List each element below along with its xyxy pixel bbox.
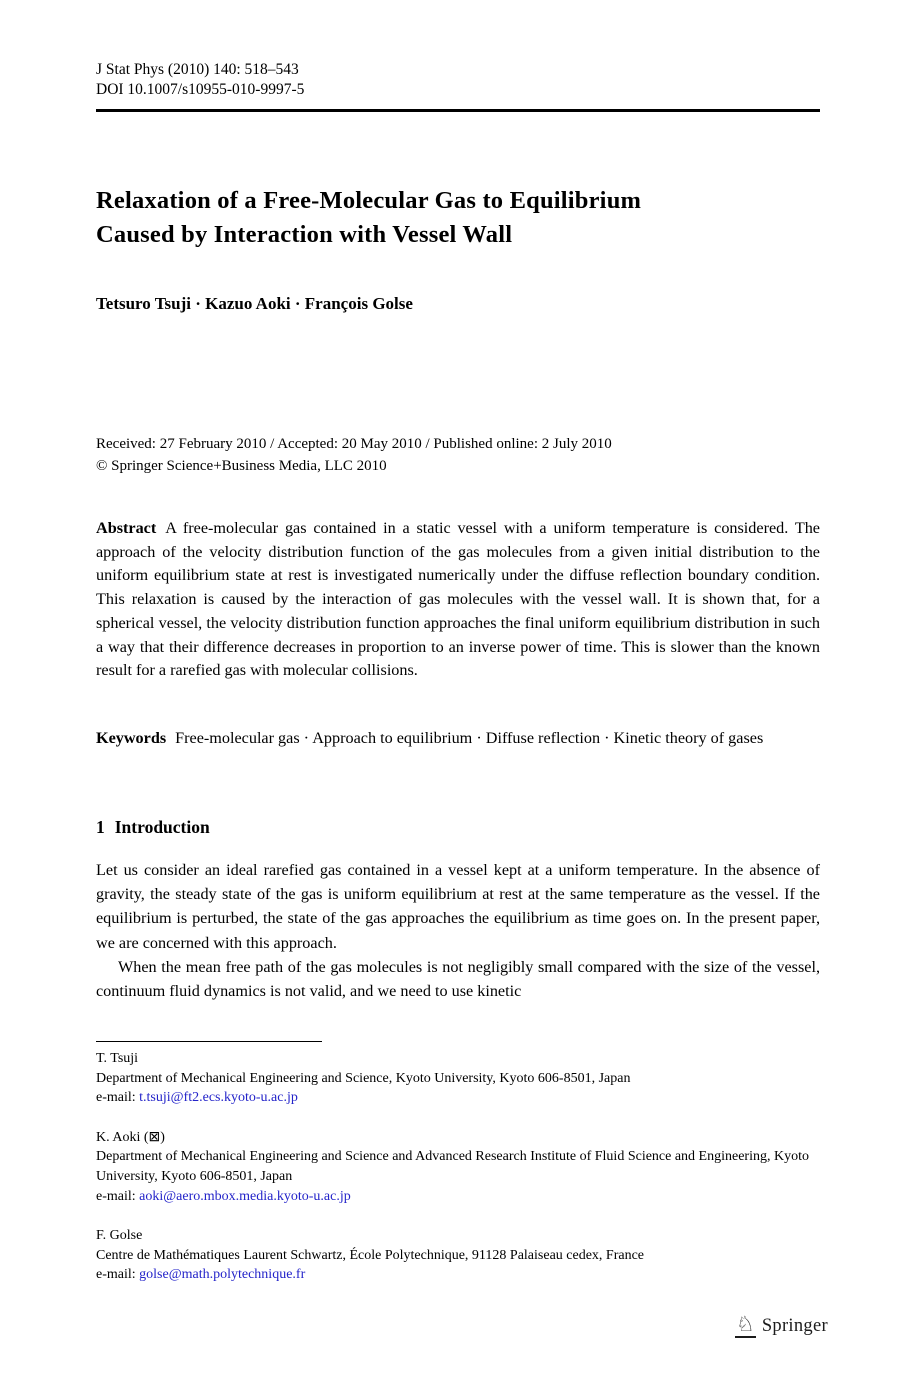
footnote-author-name: T. Tsuji: [96, 1051, 139, 1066]
keywords-section: [96, 727, 820, 751]
footnote-aoki: [96, 1128, 820, 1206]
footnote-email-line: [96, 1187, 820, 1207]
footnote-golse: [96, 1226, 820, 1285]
journal-citation: J Stat Phys (2010) 140: 518–543: [96, 61, 299, 78]
email-label: e-mail:: [96, 1188, 136, 1204]
springer-logo-text: Springer: [761, 1315, 828, 1336]
abstract-section: [96, 517, 820, 683]
email-link[interactable]: t.tsuji@ft2.ecs.kyoto-u.ac.jp: [139, 1090, 298, 1106]
section-title: Introduction: [114, 817, 210, 837]
publication-dates: [96, 434, 820, 477]
email-label: e-mail:: [96, 1267, 136, 1283]
footnote-affiliation: Centre de Mathématiques Laurent Schwartz, École Polytechnique, 91128 Palaiseau cedex, France: [96, 1247, 645, 1263]
intro-paragraph-2: When the mean free path of the gas molecules is not negligibly small compared with the size of the vessel, continuum fluid dynamics is not valid, and we need to use kinetic: [96, 957, 820, 1001]
footnote-email-line: [96, 1088, 820, 1108]
keywords-label: Keywords: [96, 729, 167, 747]
email-link[interactable]: golse@math.polytechnique.fr: [139, 1267, 306, 1283]
header-divider: [96, 109, 820, 112]
title-line-2: Caused by Interaction with Vessel Wall: [96, 221, 513, 248]
abstract-text: A free-molecular gas contained in a static vessel with a uniform temperature is considered. The approach of the velocity distribution function of the gas molecules from a given initial distribution to the uniform equilibrium state at rest is investigated numerically under the diffuse reflection boundary condition. This relaxation is caused by the interaction of gas molecules with the vessel wall. It is shown that, for a spherical vessel, the velocity distribution function approaches the final uniform equilibrium distribution in such a way that their difference decreases in proportion to an inverse power of time. This is slower than the known result for a rarefied gas with molecular collisions.: [96, 519, 820, 680]
author-list: Tetsuro Tsuji · Kazuo Aoki · François Golse: [96, 294, 413, 313]
keywords-text: Free-molecular gas · Approach to equilibrium · Diffuse reflection · Kinetic theory of gases: [175, 729, 764, 747]
footnote-affiliation: Department of Mechanical Engineering and Science and Advanced Research Institute of Fluid Science and Engineering, Kyoto University, Kyoto 606-8501, Japan: [96, 1149, 809, 1184]
footnote-email-line: [96, 1265, 820, 1285]
springer-logo: [735, 1314, 828, 1338]
intro-paragraph-1: Let us consider an ideal rarefied gas contained in a vessel kept at a uniform temperature. In the absence of gravity, the steady state of the gas is uniform equilibrium at rest at the same temperature as the vessel. If the equilibrium is perturbed, the state of the gas approaches the equilibrium as time goes on. In the present paper, we are concerned with this approach.: [96, 861, 820, 952]
footnote-affiliation: Department of Mechanical Engineering and Science, Kyoto University, Kyoto 606-8501, Japan: [96, 1070, 631, 1086]
received-accepted-line: Received: 27 February 2010 / Accepted: 20 May 2010 / Published online: 2 July 2010: [96, 436, 612, 452]
email-label: e-mail:: [96, 1090, 136, 1106]
footnote-author-name: F. Golse: [96, 1228, 143, 1244]
springer-horse-icon: ♘: [736, 1312, 755, 1336]
footnote-author-name: K. Aoki (⊠): [96, 1129, 165, 1145]
section-number: 1: [96, 817, 105, 837]
footnote-divider: [96, 1041, 322, 1042]
journal-header: [96, 60, 820, 100]
introduction-body: [96, 858, 820, 1003]
copyright-line: © Springer Science+Business Media, LLC 2010: [96, 457, 387, 474]
abstract-label: Abstract: [96, 519, 157, 537]
email-link[interactable]: aoki@aero.mbox.media.kyoto-u.ac.jp: [139, 1188, 351, 1204]
author-footnotes: [96, 1049, 820, 1305]
title-line-1: Relaxation of a Free-Molecular Gas to Equilibrium: [96, 187, 642, 214]
doi-line: DOI 10.1007/s10955-010-9997-5: [96, 81, 305, 98]
footnote-tsuji: [96, 1049, 820, 1108]
section-heading-introduction: [96, 817, 820, 838]
paper-title: [96, 184, 820, 252]
